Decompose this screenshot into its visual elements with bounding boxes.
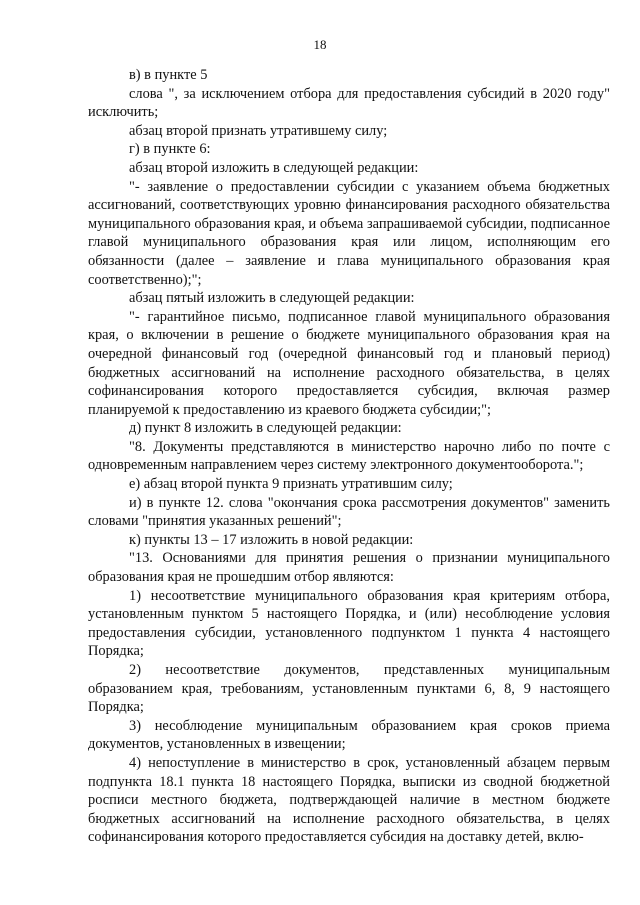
- paragraph: абзац пятый изложить в следующей редакции:: [129, 290, 415, 307]
- paragraph: 1) несоответствие муниципального образования края критериям отбора, установленным пунктом 5 настоящего Порядка, и (или) несоблюдение условия предоставления субсидии, установленного подпунктом 1 пункта 4 настоящего Порядка;: [88, 587, 610, 660]
- paragraph: 2) несоответствие документов, представленных муниципальным образованием края, требованиям, установленным пунктами 6, 8, 9 настоящего Порядка;: [88, 662, 610, 716]
- paragraph: д) пункт 8 изложить в следующей редакции:: [129, 420, 402, 437]
- paragraph: "- заявление о предоставлении субсидии с указанием объема бюджетных ассигнований, соответствующих уровню финансирования расходного обязательства муниципального образования края, и объема запрашиваемой субсидии, подписанное главой муниципального образования края или лицом, исполняющим его обязанности (далее – заявление и глава муниципального образования края соответственно);";: [88, 178, 610, 288]
- paragraph: 4) непоступление в министерство в срок, установленный абзацем первым подпункта 18.1 пункта 18 настоящего Порядка, выписки из сводной бюджетной росписи местного бюджета, подтверждающей наличие в местном бюджете бюджетных ассигнований на исполнение расходного обязательства, в целях софинансирования которого предоставляется субсидия на доставку детей, вклю-: [88, 754, 610, 846]
- paragraph: "13. Основаниями для принятия решения о признании муниципального образования края не прошедшим отбор являются:: [88, 550, 610, 586]
- paragraph: "- гарантийное письмо, подписанное главой муниципального образования края, о включении в решение о бюджете муниципального образования края на очередной финансовый год (очередной финансовый год и плановый период) бюджетных ассигнований на исполнение расходного обязательства, в целях софинансирования которого предоставляется субсидия, включая размер планируемой к предоставлению из краевого бюджета субсидии;";: [88, 308, 610, 418]
- paragraph: к) пункты 13 – 17 изложить в новой редакции:: [129, 531, 414, 548]
- paragraph: абзац второй изложить в следующей редакции:: [129, 159, 419, 176]
- paragraph: и) в пункте 12. слова "окончания срока рассмотрения документов" заменить словами "принятия указанных решений";: [88, 494, 610, 530]
- paragraph: абзац второй признать утратившему силу;: [129, 122, 388, 139]
- paragraph: слова ", за исключением отбора для предоставления субсидий в 2020 году" исключить;: [88, 85, 610, 121]
- paragraph: г) в пункте 6:: [129, 141, 211, 158]
- paragraph: 3) несоблюдение муниципальным образованием края сроков приема документов, установленных в извещении;: [88, 717, 610, 753]
- paragraph: е) абзац второй пункта 9 признать утратившим силу;: [129, 476, 453, 493]
- paragraph: "8. Документы представляются в министерство нарочно либо по почте с одновременным направлением через систему электронного документооборота.";: [88, 438, 610, 474]
- document-body: [88, 66, 610, 847]
- paragraph: в) в пункте 5: [129, 67, 208, 83]
- page-number: 18: [313, 37, 327, 52]
